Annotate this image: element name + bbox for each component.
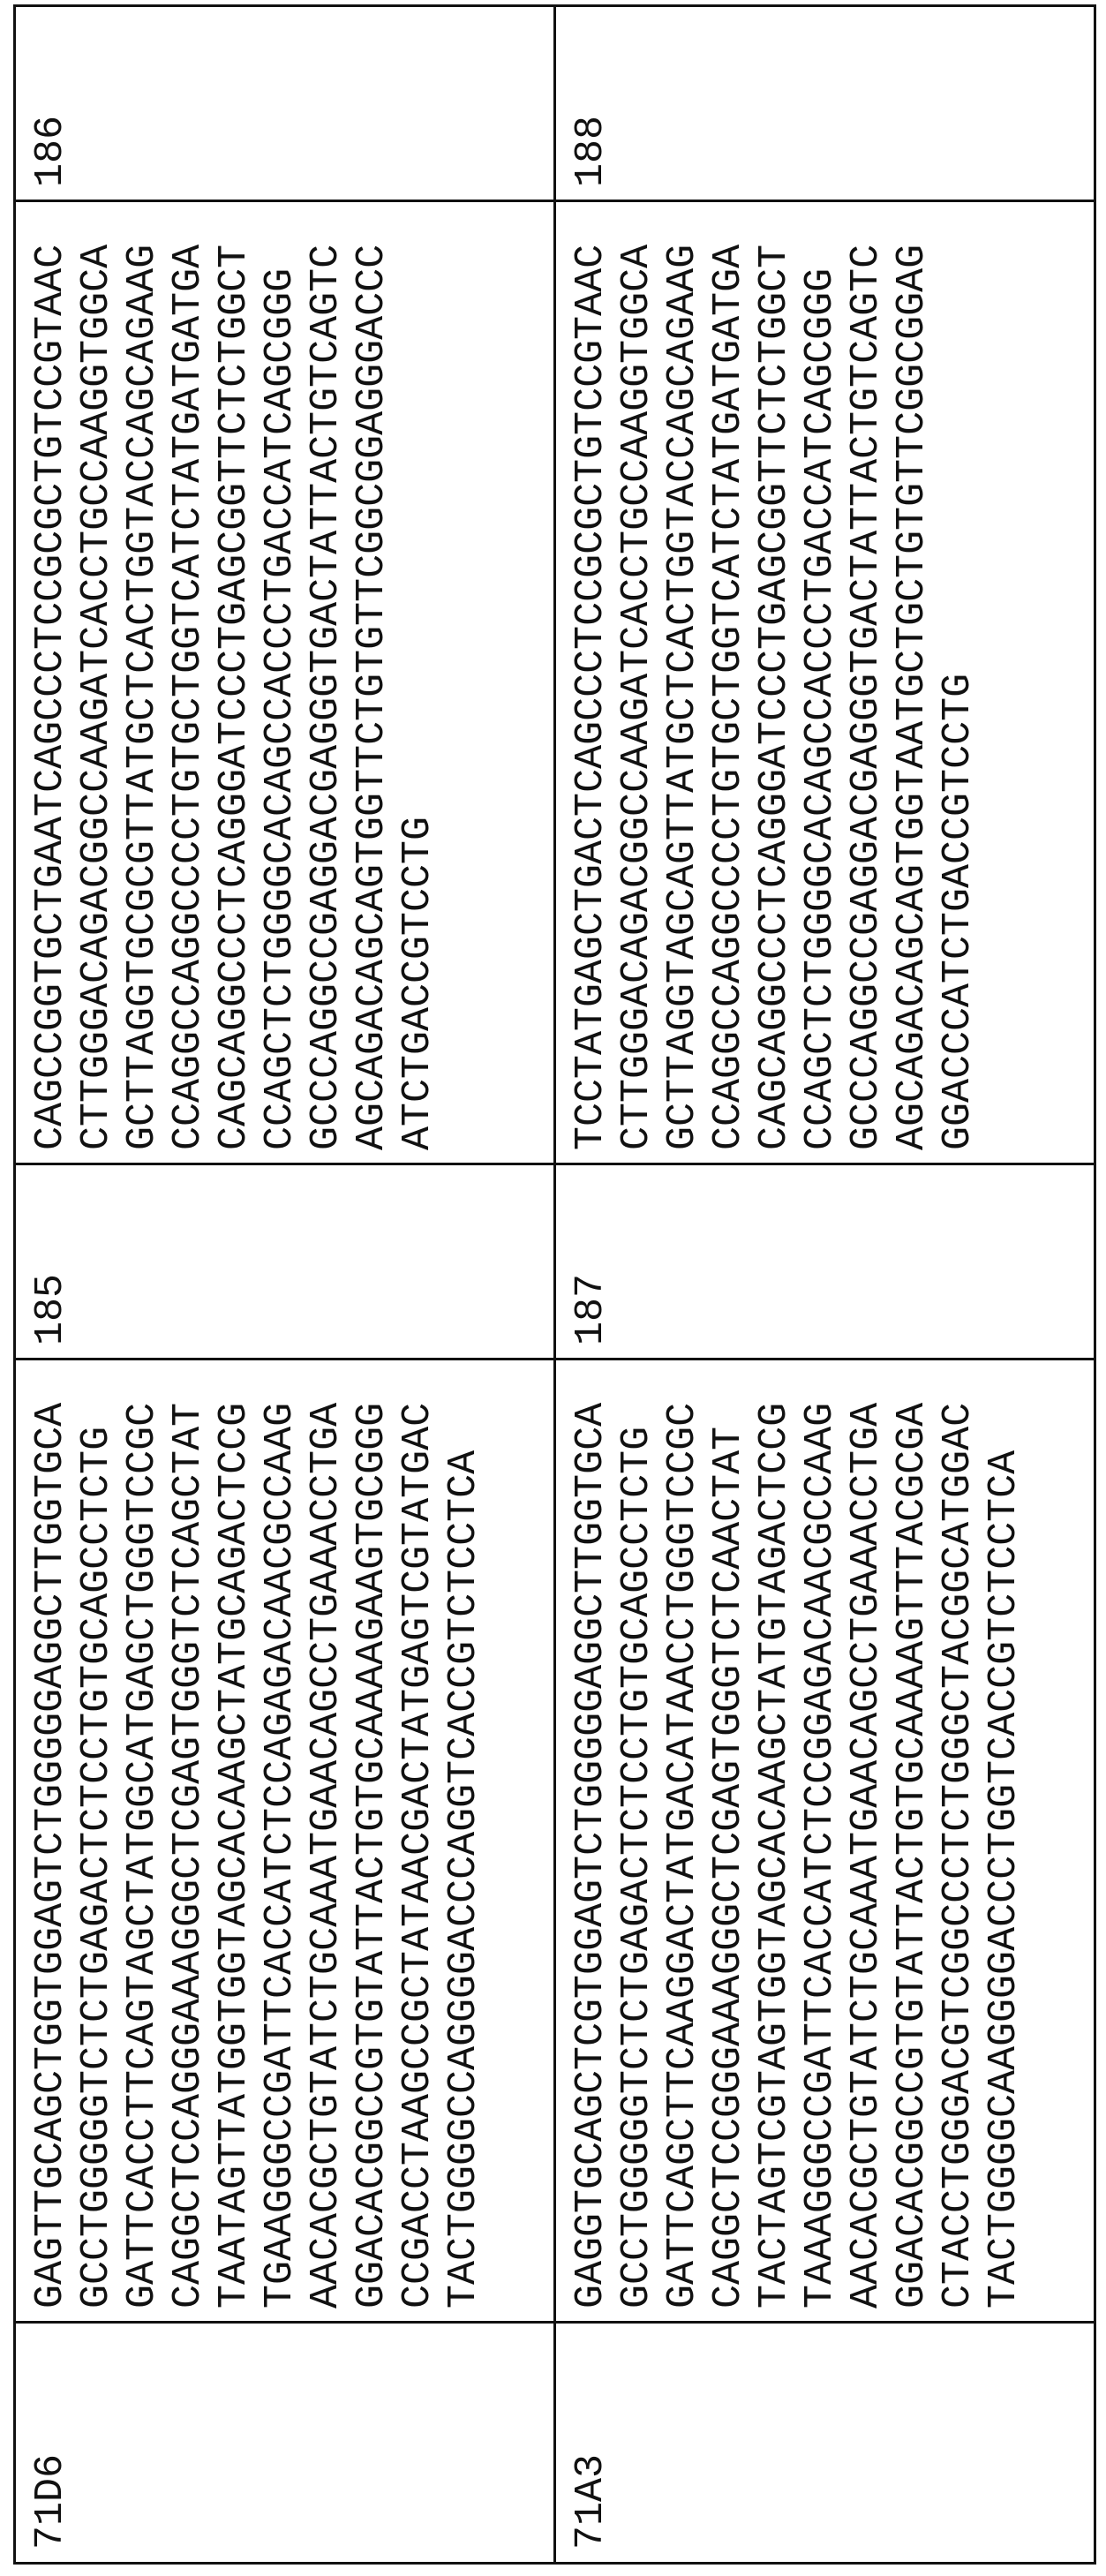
sequence-line: CCGACCTAAGCCGCTATAACGACTATGAGTCGTATGAC xyxy=(395,1373,441,2309)
sequence-line: GATTCAGCTTCAAGGACTATGACATAACCTGGGTCCGC xyxy=(660,1373,706,2309)
sequence-line: TACTGGGGCCAGGGGACCCAGGTCACCGTCTCCTCA xyxy=(441,1373,487,2309)
clone-id-cell: 71D6 xyxy=(15,2323,555,2564)
sequence-line: CAGGCTCCAGGGAAAGGGCTCGAGTGGGTCTCAGCTAT xyxy=(166,1373,212,2309)
sequence-line: TACTGGGGCAAGGGGACCCTGGTCACCGTCTCCTCA xyxy=(982,1373,1027,2309)
sequence-line: TACTAGTCGTAGTGGTAGCACAAGCTATGTAGACTCCG xyxy=(752,1373,798,2309)
sequence-line: ATCTGACCGTCCTG xyxy=(395,215,441,1150)
sequence-line: CTTGGGACAGACGGCCAAGATCACCTGCCAAGGTGGCA xyxy=(614,215,660,1150)
sequence-line: GAGGTGCAGCTCGTGGAGTCTGGGGGAGGCTTGGTGCA xyxy=(568,1373,614,2309)
sequence-cell xyxy=(15,201,555,1164)
sequence-line: GCCCAGGCCGAGGACGAGGGTGACTATTACTGTCAGTC xyxy=(844,215,890,1150)
sequence-line: CCAGGCCAGGCCCCTGTGCTGGTCATCTATGATGATGA xyxy=(706,215,752,1150)
sequence-line: GCCCAGGCCGAGGACGAGGGTGACTATTACTGTCAGTC xyxy=(304,215,350,1150)
sequence-line: CAGCAGGCCCTCAGGGATCCCTGAGCGGTTCTCTGGCT xyxy=(212,215,258,1150)
seq-id-number-cell: 186 xyxy=(15,6,555,201)
sequence-table xyxy=(13,4,1096,2565)
sequence-line: GCCTGGGGGTCTCTGAGACTCTCCTGTGCAGCCTCTG xyxy=(74,1373,120,2309)
sequence-line: CAGCAGGCCCTCAGGGATCCCTGAGCGGTTCTCTGGCT xyxy=(752,215,798,1150)
rotated-page xyxy=(0,0,1106,2576)
table-row xyxy=(15,6,555,2564)
sequence-line: AACACGCTGTATCTGCAAATGAACAGCCTGAAACCTGA xyxy=(844,1373,890,2309)
sequence-line: CAGGCTCCGGGAAAGGGCTCGAGTGGGTCTCAACTAT xyxy=(706,1373,752,2309)
sequence-cell xyxy=(555,201,1095,1164)
sequence-line: AACACGCTGTATCTGCAAATGAACAGCCTGAAACCTGA xyxy=(304,1373,350,2309)
sequence-line: AGCAGACAGCAGTGGTAATGCTGCTGTGTTCGGCGGAG xyxy=(890,215,936,1150)
sequence-line: TGAAGGGCCGATTCACCATCTCCAGAGACAACGCCAAG xyxy=(258,1373,304,2309)
seq-id-number-cell: 185 xyxy=(15,1164,555,1360)
sequence-line: GGACCCATCTGACCGTCCTG xyxy=(936,215,982,1150)
sequence-line: TAATAGTTATGGTGGTAGCACAAGCTATGCAGACTCCG xyxy=(212,1373,258,2309)
sequence-line: GATTCACCTTCAGTAGCTATGGCATGAGCTGGGTCCGC xyxy=(120,1373,166,2309)
clone-id-cell: 71A3 xyxy=(555,2323,1095,2564)
sequence-line: CCAGCTCTGGGGCACAGCCACCCTGACCATCAGCGGG xyxy=(258,215,304,1150)
sequence-cell xyxy=(555,1360,1095,2323)
sequence-line: TCCTATGAGCTGACTCAGCCCTCCGCGCTGTCCGTAAC xyxy=(568,215,614,1150)
sequence-line: CTTGGGACAGACGGCCAAGATCACCTGCCAAGGTGGCA xyxy=(74,215,120,1150)
sequence-line: GCCTGGGGGTCTCTGAGACTCTCCTGTGCAGCCTCTG xyxy=(614,1373,660,2309)
sequence-line: CAGCCGGTGCTGAATCAGCCCTCCGCGCTGTCCGTAAC xyxy=(28,215,74,1150)
sequence-cell xyxy=(15,1360,555,2323)
seq-id-number-cell: 188 xyxy=(555,6,1095,201)
sequence-line: TAAAGGGCCGATTCACCATCTCCGGAGACAACGCCAAG xyxy=(798,1373,844,2309)
sequence-line: GGACACGGCCGTGTATTACTGTGCAAAAGAAGTGCGGG xyxy=(350,1373,395,2309)
sequence-line: CTACCTGGGACGTCGGCCCTCTGGGCTACGGCATGGAC xyxy=(936,1373,982,2309)
table-row xyxy=(555,6,1095,2564)
seq-id-number-cell: 187 xyxy=(555,1164,1095,1360)
sequence-line: AGCAGACAGCAGTGGTTCTGTGTTCGGCGGAGGGACCC xyxy=(350,215,395,1150)
sequence-line: GGACACGGCCGTGTATTACTGTGCAAAAGTTTACGCGA xyxy=(890,1373,936,2309)
sequence-line: CCAGGCCAGGCCCCTGTGCTGGTCATCTATGATGATGA xyxy=(166,215,212,1150)
sequence-line: GAGTTGCAGCTGGTGGAGTCTGGGGGAGGCTTGGTGCA xyxy=(28,1373,74,2309)
sequence-line: GCTTAGGTAGCAGTTATGCTCACTGGTACCAGCAGAAG xyxy=(660,215,706,1150)
sequence-line: GCTTAGGTGCGCGTTATGCTCACTGGTACCAGCAGAAG xyxy=(120,215,166,1150)
sequence-line: CCAGCTCTGGGGCACAGCCACCCTGACCATCAGCGGG xyxy=(798,215,844,1150)
